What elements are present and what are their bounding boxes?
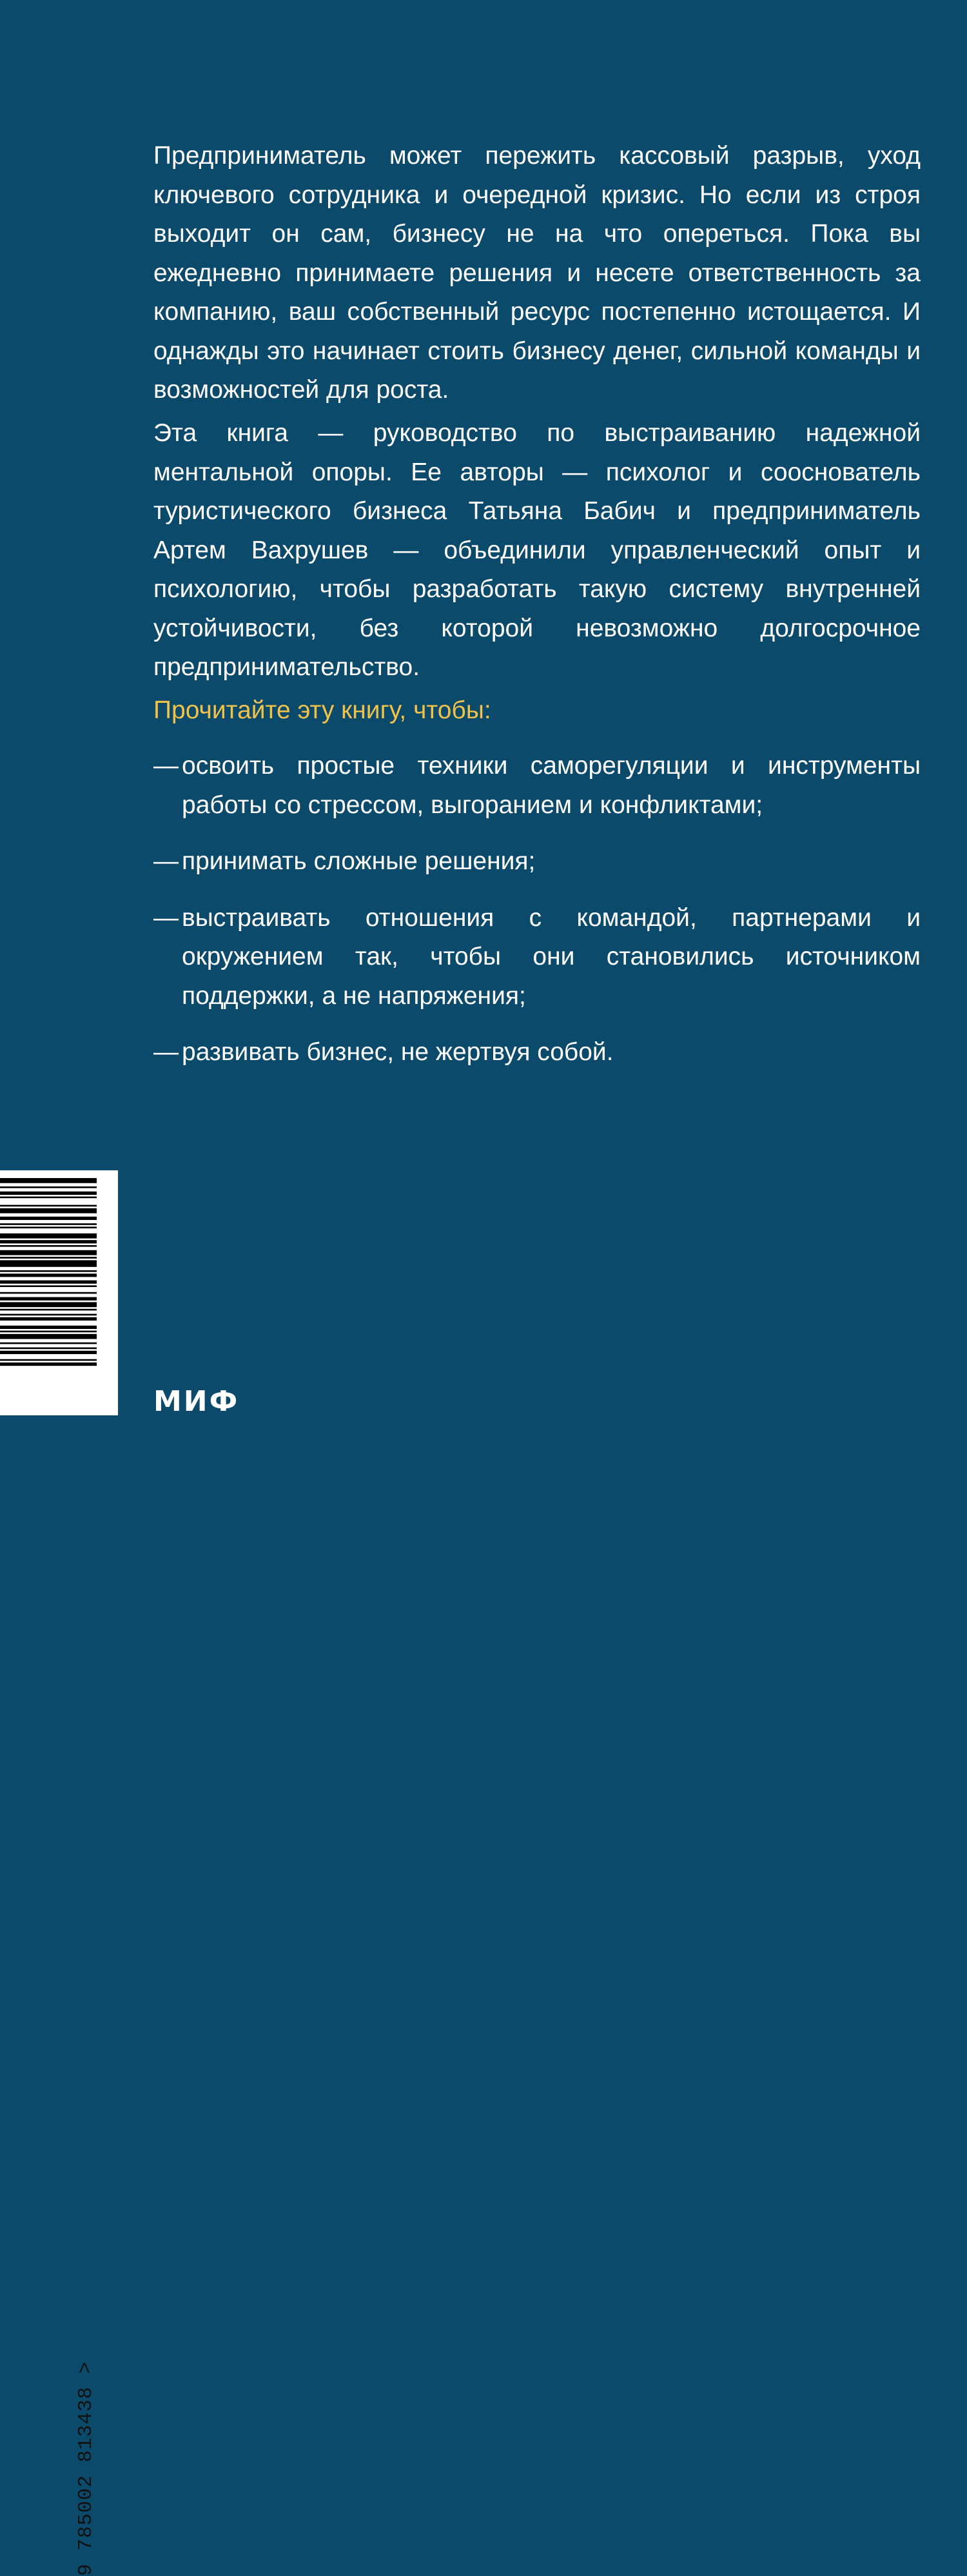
benefits-list	[153, 747, 921, 1090]
barcode-bar	[0, 1245, 97, 1247]
barcode-bar	[0, 1334, 97, 1339]
publisher-logo: МИФ	[153, 1385, 240, 1418]
barcode-bar	[0, 1331, 97, 1333]
barcode-bar	[0, 1309, 97, 1311]
list-item	[153, 899, 921, 1016]
barcode-bar	[0, 1292, 97, 1294]
barcode-bar	[0, 1257, 97, 1259]
barcode-bar	[0, 1348, 97, 1350]
barcode-bar	[0, 1317, 97, 1321]
barcode-bar	[0, 1302, 97, 1307]
description-paragraph-2: Эта книга — руководство по выстраиванию надежной ментальной опоры. Ее авторы — психолог и сооснователь туристического бизнеса Татьяна Бабич и предприниматель Артем Вахрушев — объединили управленческий опыт и психологию, чтобы разработать такую систему внутренней устойчивости, без которой невозможно долгосрочное предпринимательство.	[153, 419, 921, 681]
dash-marker: —	[153, 903, 179, 932]
barcode-bar	[0, 1260, 97, 1266]
barcode-bar	[0, 1223, 97, 1225]
barcode-bar	[0, 1205, 97, 1207]
barcode-bar	[0, 1178, 97, 1183]
list-item-text: принимать сложные решения;	[182, 847, 536, 875]
dash-marker: —	[153, 1038, 179, 1066]
barcode-bar	[0, 1285, 97, 1287]
bullet-list-heading: Прочитайте эту книгу, чтобы:	[153, 696, 491, 724]
barcode-bar	[0, 1240, 97, 1243]
dash-marker: —	[153, 847, 179, 875]
list-item	[153, 842, 921, 881]
dash-marker: —	[153, 752, 179, 780]
list-item	[153, 747, 921, 825]
barcode-bar	[0, 1273, 97, 1277]
list-item-text: освоить простые техники саморегуляции и инструменты работы со стрессом, выгоранием и конфликтами;	[182, 752, 921, 819]
barcode-bar	[0, 1297, 97, 1301]
barcode-bar	[0, 1314, 97, 1316]
barcode-bar	[0, 1234, 97, 1239]
barcode-bar	[0, 1186, 97, 1188]
barcode-bar	[0, 1270, 97, 1272]
barcode-bar	[0, 1226, 97, 1228]
barcode-bar	[0, 1250, 97, 1255]
barcode-bar	[0, 1326, 97, 1329]
barcode-bar	[0, 1342, 97, 1344]
barcode-bar	[0, 1197, 97, 1199]
barcode-bar	[0, 1217, 97, 1220]
barcode-bar	[0, 1208, 97, 1214]
list-item	[153, 1033, 921, 1072]
description-paragraph-1: Предприниматель может пережить кассовый разрыв, уход ключевого сотрудника и очередной кризис. Но если из строя выходит он сам, бизнесу не на что опереться. Пока вы ежедневно принимаете решения и несете ответственность за компанию, ваш собственный ресурс постепенно истощается. И однажды это начинает стоить бизнесу денег, сильной команды и возможностей для роста.	[153, 142, 921, 404]
barcode-bar	[0, 1192, 97, 1195]
list-item-text: развивать бизнес, не жертвуя собой.	[182, 1038, 614, 1066]
barcode-bar	[0, 1359, 97, 1361]
barcode-bars	[0, 1170, 118, 1415]
barcode-bar	[0, 1362, 97, 1366]
isbn-barcode	[0, 1170, 118, 2576]
list-item-text: выстраивать отношения с командой, партнерами и окружением так, чтобы они становились источником поддержки, а не напряжения;	[182, 903, 921, 1010]
barcode-bar	[0, 1281, 97, 1284]
isbn-number: 9 785002 813438 >	[75, 2361, 97, 2576]
barcode-bar	[0, 1351, 97, 1354]
